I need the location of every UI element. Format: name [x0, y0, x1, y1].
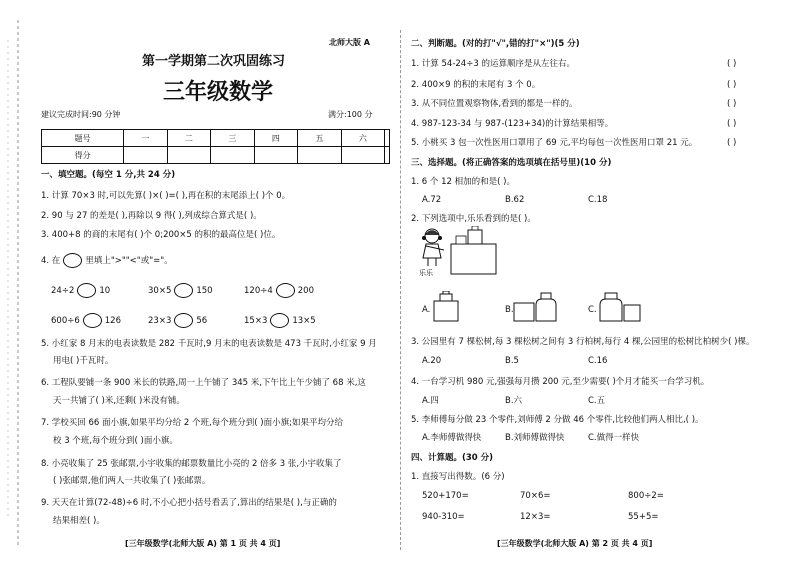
choice-1-option-a[interactable]: A.72	[422, 195, 442, 205]
compare-left: 24÷2	[51, 286, 75, 296]
question-1: 1. 计算 70×3 时,可以先算( )×( )=( ),再在积的末尾添上( )个 0。	[41, 191, 291, 201]
question-6-line1: 6. 工程队要铺一条 900 米长的铁路,周一上午铺了 345 米,下午比上午少铺了 68 米,这	[41, 378, 366, 388]
score-header-cell: 六	[341, 130, 385, 147]
score-table-score-row	[42, 147, 390, 164]
compare-left: 30×5	[148, 286, 172, 296]
question-8-line1: 8. 小亮收集了 25 张邮票,小宇收集的邮票数量比小亮的 2 倍多 3 张,小宇收集了	[41, 459, 342, 469]
choice-4-option-c[interactable]: C.五	[588, 396, 606, 406]
choice-2: 2. 下列选项中,乐乐看到的是( )。	[411, 214, 536, 224]
choice-2-option-b[interactable]: B.	[505, 305, 514, 315]
edition-label: 北师大版 A	[329, 38, 370, 47]
question-4-suffix: 里填上">""<"或"="。	[85, 256, 173, 266]
question-6-line2: 天一共铺了( )米,还剩( )米没有铺。	[53, 396, 185, 406]
choice-4: 4. 一台学习机 980 元,强强每月攒 200 元,至少需要( )个月才能买一台学习机。	[411, 377, 710, 387]
score-header-cell: 二	[167, 130, 211, 147]
score-row-label: 得分	[42, 147, 124, 164]
compare-left: 120÷4	[244, 286, 273, 296]
choice-5-option-a[interactable]: A.李师傅做得快	[422, 433, 482, 443]
question-9-line1: 9. 天天在计算(72-48)÷6 时,不小心把小括号看丢了,算出的结果是( ),与正确的	[41, 498, 337, 508]
judge-1: 1. 计算 54-24÷3 的运算顺序是从左往右。	[411, 59, 575, 69]
question-4	[41, 253, 173, 268]
answer-circle[interactable]	[174, 313, 193, 328]
calc-item[interactable]: 940-310=	[422, 512, 465, 522]
judge-5: 5. 小桃买 3 包一次性医用口罩用了 69 元,平均每包一次性医用口罩 21 元。	[411, 138, 698, 148]
choice-5: 5. 李师傅每分做 23 个零件,刘师傅 2 分做 46 个零件,比较他们两人相比,( )。	[411, 415, 704, 425]
compare-right: 13×5	[292, 316, 316, 326]
judge-answer-paren[interactable]: ( )	[727, 59, 737, 69]
compare-item	[148, 313, 207, 328]
page-divider	[400, 30, 401, 550]
lele-label: 乐乐	[419, 269, 433, 277]
choice-1: 1. 6 个 12 相加的和是( )。	[411, 177, 515, 187]
compare-right: 150	[196, 286, 213, 296]
section-fill-blank: 一、填空题。(每空 1 分,共 24 分)	[41, 170, 176, 180]
choice-1-option-b[interactable]: B.62	[505, 195, 525, 205]
choice-3-option-a[interactable]: A.20	[422, 356, 442, 366]
calc-item[interactable]: 12×3=	[520, 512, 551, 522]
compare-item	[148, 283, 213, 298]
compare-item	[51, 283, 110, 298]
view-b-icon	[512, 291, 562, 323]
section-choice: 三、选择题。(将正确答案的选项填在括号里)(10 分)	[411, 158, 612, 168]
choice-3-option-b[interactable]: B.5	[505, 356, 519, 366]
right-footer: [三年级数学(北师大版 A) 第 2 页 共 4 页]	[497, 539, 653, 548]
judge-4: 4. 987-123-34 与 987-(123+34)的计算结果相等。	[411, 119, 614, 129]
score-cell[interactable]	[254, 147, 298, 164]
choice-3: 3. 公园里有 7 棵松树,每 3 棵松树之间有 3 行柏树,每行 4 棵,公园里的松树比柏树少( )棵。	[411, 337, 755, 347]
choice-1-option-c[interactable]: C.18	[588, 195, 608, 205]
choice-4-option-b[interactable]: B.六	[505, 396, 523, 406]
score-cell[interactable]	[385, 147, 390, 164]
question-9-line2: 结果相差( )。	[53, 516, 105, 526]
question-4-prefix: 4. 在	[41, 256, 61, 266]
view-c-icon	[596, 291, 646, 323]
choice-2-option-a[interactable]: A.	[422, 305, 431, 315]
score-header-cell: 一	[124, 130, 168, 147]
answer-circle[interactable]	[270, 313, 289, 328]
question-5-line2: 用电( )千瓦时。	[53, 356, 114, 366]
score-header-cell: 三	[211, 130, 255, 147]
question-8-line2: ( )张邮票,他们两人一共收集了( )张邮票。	[53, 476, 211, 486]
calc-item[interactable]: 800÷2=	[628, 491, 664, 501]
choice-3-option-c[interactable]: C.16	[588, 356, 608, 366]
compare-left: 600÷6	[51, 316, 80, 326]
score-table	[41, 129, 390, 164]
score-header-cell: 题号	[42, 130, 124, 147]
score-cell[interactable]	[341, 147, 385, 164]
score-header-cell: 五	[298, 130, 342, 147]
view-a-icon	[432, 291, 462, 323]
binding-seal-strip	[0, 0, 30, 561]
judge-2: 2. 400×9 的积的末尾有 3 个 0。	[411, 80, 541, 90]
calc-item[interactable]: 55+5=	[628, 512, 659, 522]
time-limit: 建议完成时间:90 分钟	[41, 110, 121, 119]
compare-left: 15×3	[244, 316, 268, 326]
compare-item	[244, 313, 316, 328]
choice-5-option-c[interactable]: C.做得一样快	[588, 433, 640, 443]
score-header-cell: 四	[254, 130, 298, 147]
compare-right: 126	[104, 316, 121, 326]
choice-2-option-c[interactable]: C.	[588, 305, 597, 315]
answer-circle[interactable]	[77, 283, 96, 298]
box-with-jar-icon	[451, 226, 496, 274]
compare-right: 10	[99, 286, 111, 296]
section-true-false: 二、判断题。(对的打"√",错的打"×")(5 分)	[411, 39, 580, 49]
compare-left: 23×3	[148, 316, 172, 326]
question-2: 2. 90 与 27 的差是( ),再除以 9 得( ),列成综合算式是( )。	[41, 211, 262, 221]
judge-answer-paren[interactable]: ( )	[727, 99, 737, 109]
question-7-line1: 7. 学校买回 66 面小旗,如果平均分给 2 个班,每个班分到( )面小旗;如果平均分给	[41, 418, 343, 428]
score-cell[interactable]	[298, 147, 342, 164]
judge-answer-paren[interactable]: ( )	[727, 119, 737, 129]
compare-right: 200	[297, 286, 314, 296]
answer-circle[interactable]	[83, 313, 102, 328]
compare-item	[244, 283, 314, 298]
judge-3: 3. 从不同位置观察物体,看到的都是一样的。	[411, 99, 578, 109]
score-cell[interactable]	[167, 147, 211, 164]
score-table-header-row	[42, 130, 390, 147]
answer-circle[interactable]	[174, 283, 193, 298]
question-7-line2: 校 3 个班,每个班分到( )面小旗。	[53, 436, 178, 446]
judge-answer-paren[interactable]: ( )	[727, 138, 737, 148]
question-3: 3. 400+8 的商的末尾有( )个 0;200×5 的积的最高位是( )位。	[41, 230, 281, 240]
score-cell[interactable]	[211, 147, 255, 164]
question-5-line1: 5. 小红家 8 月末的电表读数是 282 千瓦时,9 月末的电表读数是 473 千瓦时,小红家 9 月	[41, 339, 377, 349]
answer-circle[interactable]	[63, 253, 82, 268]
page-title: 三年级数学	[163, 80, 274, 105]
section-calculation: 四、计算题。(30 分)	[411, 453, 494, 463]
calc-item[interactable]: 520+170=	[422, 491, 469, 501]
calc-item[interactable]: 70×6=	[520, 491, 551, 501]
answer-circle[interactable]	[276, 283, 295, 298]
girl-figure-icon	[422, 229, 444, 266]
choice-5-option-b[interactable]: B.刘师傅做得快	[505, 433, 565, 443]
choice-4-option-a[interactable]: A.四	[422, 396, 439, 406]
full-score: 满分:100 分	[328, 110, 373, 119]
score-header-cell	[385, 130, 390, 147]
left-footer: [三年级数学(北师大版 A) 第 1 页 共 4 页]	[125, 539, 281, 548]
score-cell[interactable]	[124, 147, 168, 164]
judge-answer-paren[interactable]: ( )	[727, 80, 737, 90]
compare-right: 56	[196, 316, 208, 326]
subtitle: 第一学期第二次巩固练习	[142, 54, 286, 69]
compare-item	[51, 313, 121, 328]
calc-subtitle: 1. 直接写出得数。(6 分)	[411, 472, 505, 482]
